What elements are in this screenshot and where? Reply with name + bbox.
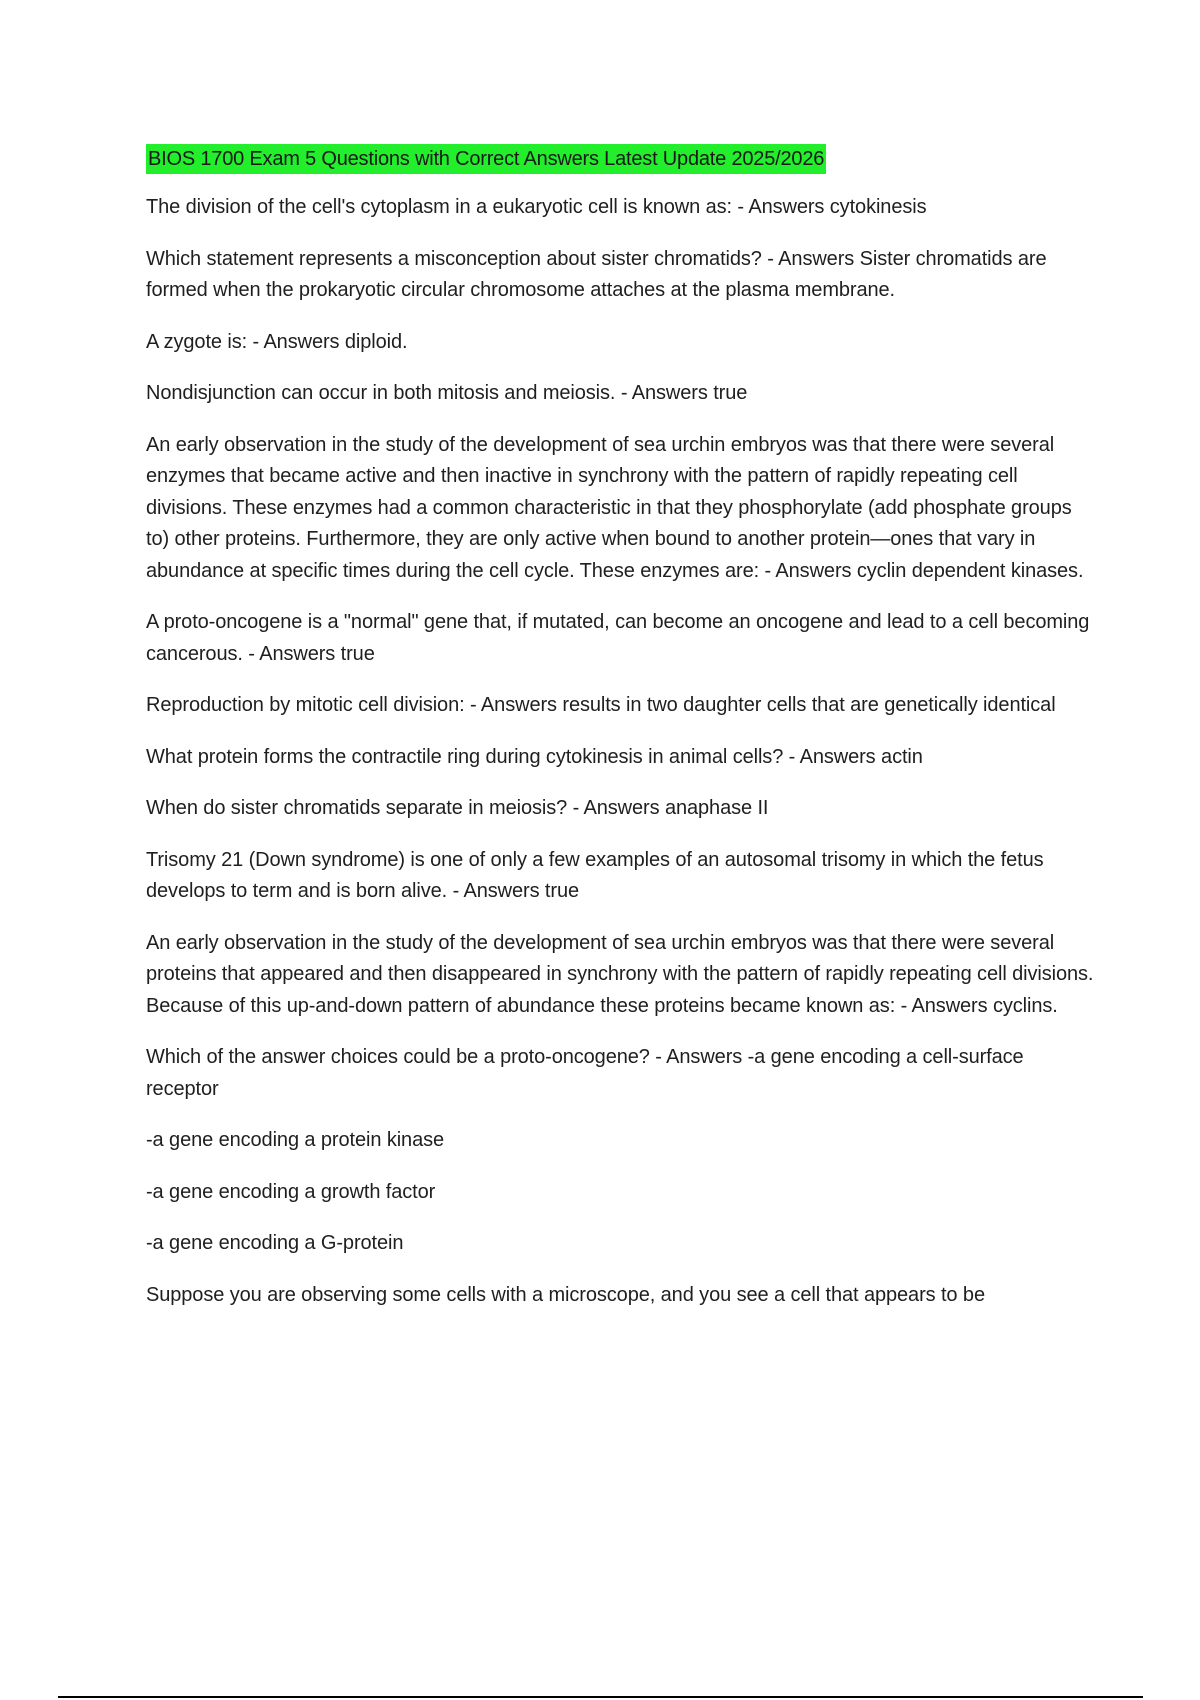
paragraph: Trisomy 21 (Down syndrome) is one of only a few examples of an autosomal trisomy in which the fetus develops to term and is born alive. - Answers true [146,848,1044,902]
paragraph: Suppose you are observing some cells with a microscope, and you see a cell that appears to be [146,1283,985,1306]
paragraph: -a gene encoding a protein kinase [146,1129,445,1151]
paragraph: Which of the answer choices could be a proto-oncogene? - Answers -a gene encoding a cell-surface receptor [146,1046,1024,1100]
document-title: BIOS 1700 Exam 5 Questions with Correct Answers Latest Update 2025/2026 [146,144,826,174]
paragraph: A zygote is: - Answers diploid. [146,330,408,353]
paragraph: The division of the cell's cytoplasm in a eukaryotic cell is known as: - Answers cytokinesis [146,196,927,218]
paragraph: -a gene encoding a G-protein [146,1232,404,1254]
paragraph: An early observation in the study of the development of sea urchin embryos was that there were several proteins that appeared and then disappeared in synchrony with the pattern of rapidly repeating cell divisions. Because of this up-and-down pattern of abundance these proteins became known as: - Answers cyclins. [146,931,1094,1017]
paragraph: Nondisjunction can occur in both mitosis and meiosis. - Answers true [146,382,748,404]
paragraph: What protein forms the contractile ring during cytokinesis in animal cells? - Answers actin [146,745,923,768]
paragraph: -a gene encoding a growth factor [146,1180,436,1203]
paragraph: Which statement represents a misconception about sister chromatids? - Answers Sister chromatids are formed when the prokaryotic circular chromosome attaches at the plasma membrane. [146,247,1047,301]
paragraph: A proto-oncogene is a "normal" gene that, if mutated, can become an oncogene and lead to a cell becoming cancerous. - Answers true [146,611,1090,665]
paragraph: Reproduction by mitotic cell division: - Answers results in two daughter cells that are genetically identical [146,694,1056,716]
page-bottom-divider [58,1696,1143,1698]
document-body [146,144,1096,1331]
paragraph: When do sister chromatids separate in meiosis? - Answers anaphase II [146,797,769,819]
paragraph: An early observation in the study of the development of sea urchin embryos was that there were several enzymes that became active and then inactive in synchrony with the pattern of rapidly repeating cell divisions. These enzymes had a common characteristic in that they phosphorylate (add phosphate groups to) other proteins. Furthermore, they are only active when bound to another protein—ones that vary in abundance at specific times during the cell cycle. These enzymes are: - Answers cyclin dependent kinases. [146,433,1084,582]
